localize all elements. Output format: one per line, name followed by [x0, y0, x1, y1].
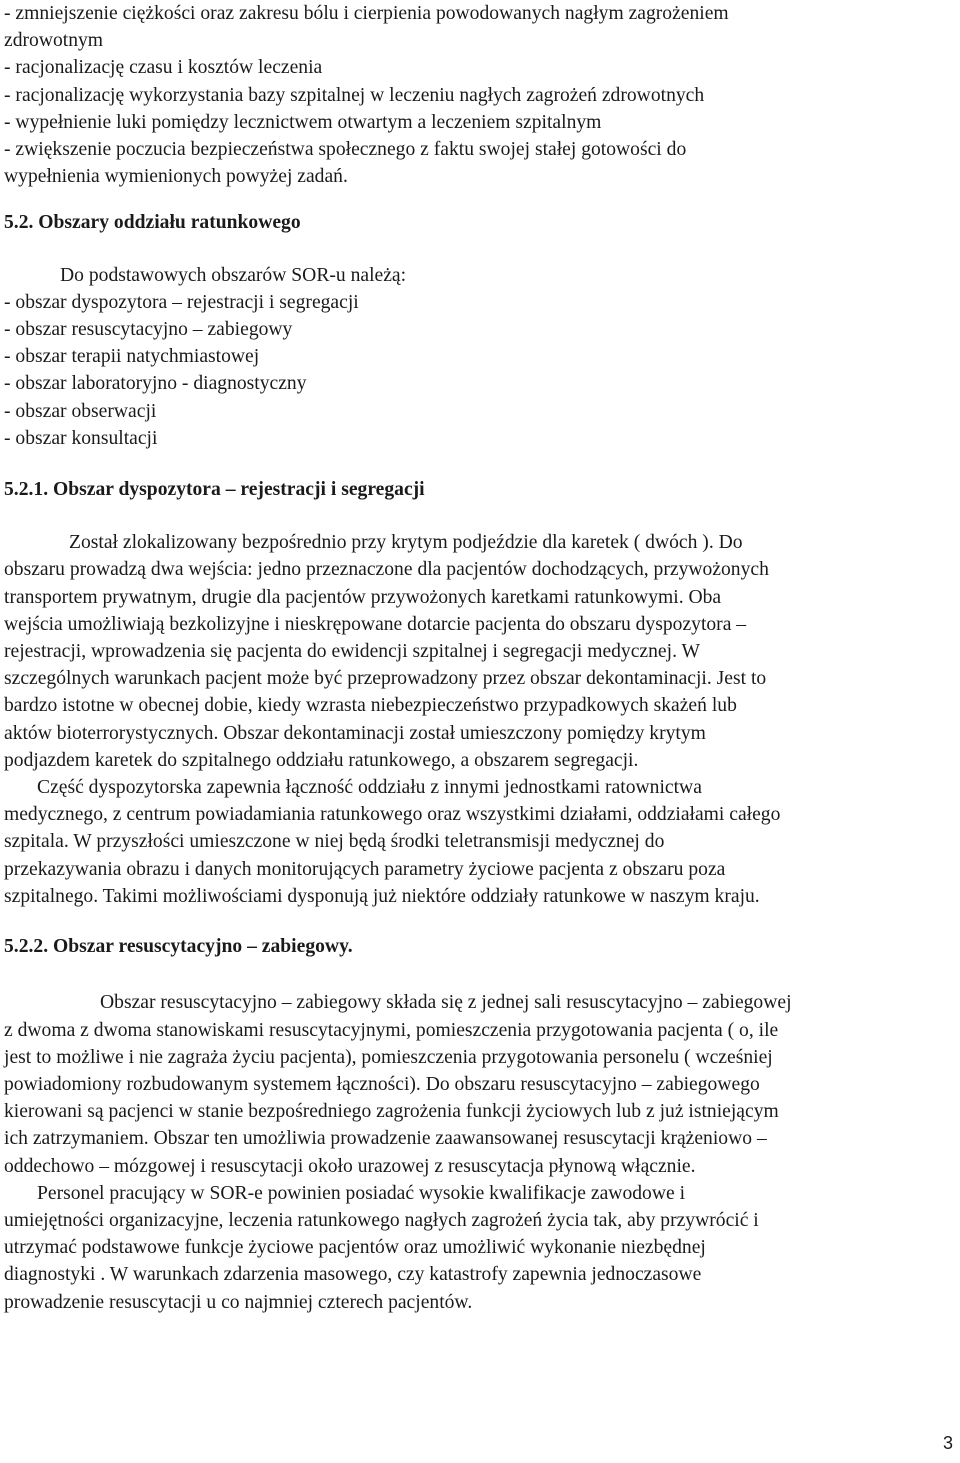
paragraph-line: Część dyspozytorska zapewnia łączność oddziału z innymi jednostkami ratownictwa: [37, 777, 702, 799]
intro-line: - zmniejszenie ciężkości oraz zakresu bólu i cierpienia powodowanych nagłym zagrożeniem: [4, 3, 729, 24]
resuscitation-paragraph-2: [4, 1180, 956, 1316]
intro-line: - wypełnienie luki pomiędzy lecznictwem otwartym a leczeniem szpitalnym: [4, 111, 602, 133]
area-item: - obszar obserwacji: [4, 400, 157, 422]
paragraph-line: obszaru prowadzą dwa wejścia: jedno przeznaczone dla pacjentów dochodzących, przywożonych: [4, 559, 769, 581]
areas-lead: Do podstawowych obszarów SOR-u należą:: [60, 264, 407, 286]
intro-line: wypełnienia wymienionych powyżej zadań.: [4, 166, 348, 188]
paragraph-line: diagnostyki . W warunkach zdarzenia masowego, czy katastrofy zapewnia jednoczasowe: [4, 1264, 702, 1286]
section-heading-5-2-1: 5.2.1. Obszar dyspozytora – rejestracji i segregacji: [4, 479, 425, 501]
paragraph-line: wejścia umożliwiają bezkolizyjne i nieskrępowane dotarcie pacjenta do obszaru dyspozytora –: [4, 613, 747, 635]
page-number: 3: [942, 1433, 953, 1453]
intro-line: - racjonalizację wykorzystania bazy szpitalnej w leczeniu nagłych zagrożeń zdrowotnych: [4, 84, 705, 106]
section-heading-5-2: 5.2. Obszary oddziału ratunkowego: [4, 212, 301, 234]
area-item: - obszar dyspozytora – rejestracji i segregacji: [4, 291, 359, 313]
paragraph-line: z dwoma z dwoma stanowiskami resuscytacyjnymi, pomieszczenia przygotowania pacjenta ( o, ile: [4, 1019, 779, 1041]
intro-list: [4, 0, 956, 190]
paragraph-line: oddechowo – mózgowej i resuscytacji około urazowej z resuscytacja płynową włącznie.: [4, 1155, 696, 1177]
paragraph-line: Obszar resuscytacyjno – zabiegowy składa się z jednej sali resuscytacyjno – zabiegowej: [100, 992, 792, 1014]
paragraph-line: przekazywania obrazu i danych monitorujących parametry życiowe pacjenta z obszaru poza: [4, 858, 726, 880]
paragraph-line: szpitala. W przyszłości umieszczone w niej będą środki teletransmisji medycznej do: [4, 831, 665, 853]
paragraph-line: rejestracji, wprowadzenia się pacjenta do ewidencji szpitalnej i segregacji medycznej. W: [4, 641, 700, 663]
paragraph-line: powiadomiony rozbudowanym systemem łączności). Do obszaru resuscytacyjno – zabiegowego: [4, 1073, 760, 1095]
paragraph-line: transportem prywatnym, drugie dla pacjentów przywożonych karetkami ratunkowymi. Oba: [4, 586, 722, 608]
area-item: - obszar terapii natychmiastowej: [4, 346, 260, 368]
intro-line: - zwiększenie poczucia bezpieczeństwa społecznego z faktu swojej stałej gotowości do: [4, 139, 687, 161]
paragraph-line: kierowani są pacjenci w stanie bezpośredniego zagrożenia funkcji życiowych lub z już istniejącym: [4, 1101, 779, 1123]
intro-line: zdrowotnym: [4, 30, 104, 52]
paragraph-line: medycznego, z centrum powiadamiania ratunkowego oraz wszystkimi działami, oddziałami całego: [4, 804, 781, 826]
paragraph-line: Personel pracujący w SOR-e powinien posiadać wysokie kwalifikacje zawodowe i: [37, 1182, 686, 1204]
paragraph-line: podjazdem karetek do szpitalnego oddziału ratunkowego, a obszarem segregacji.: [4, 749, 639, 771]
area-item: - obszar resuscytacyjno – zabiegowy: [4, 319, 293, 341]
paragraph-line: jest to możliwe i nie zagraża życiu pacjenta), pomieszczenia przygotowania personelu ( wcześniej: [4, 1046, 773, 1068]
dispatcher-paragraph-2: [4, 774, 956, 910]
paragraph-line: Został zlokalizowany bezpośrednio przy krytym podjeździe dla karetek ( dwóch ). Do: [69, 532, 743, 554]
resuscitation-paragraph-1: [4, 989, 956, 1179]
document-page: [4, 0, 956, 1316]
paragraph-line: ich zatrzymaniem. Obszar ten umożliwia prowadzenie zaawansowanej resuscytacji krążeniowo –: [4, 1128, 767, 1150]
area-item: - obszar konsultacji: [4, 427, 158, 449]
paragraph-line: umiejętności organizacyjne, leczenia ratunkowego nagłych zagrożeń życia tak, aby przywrócić i: [4, 1209, 759, 1231]
paragraph-line: bardzo istotne w obecnej dobie, kiedy wzrasta niebezpieczeństwo przypadkowych skażeń lub: [4, 695, 737, 717]
intro-line: - racjonalizację czasu i kosztów leczenia: [4, 57, 323, 79]
paragraph-line: szpitalnego. Takimi możliwościami dysponują już niektóre oddziały ratunkowe w naszym kraju.: [4, 885, 760, 907]
paragraph-line: szczególnych warunkach pacjent może być przeprowadzony przez obszar dekontaminacji. Jest to: [4, 668, 767, 690]
section-heading-5-2-2: 5.2.2. Obszar resuscytacyjno – zabiegowy.: [4, 936, 353, 958]
paragraph-line: utrzymać podstawowe funkcje życiowe pacjentów oraz umożliwić wykonanie niezbędnej: [4, 1237, 706, 1259]
paragraph-line: prowadzenie resuscytacji u co najmniej czterech pacjentów.: [4, 1291, 473, 1313]
areas-list: [4, 262, 956, 452]
dispatcher-paragraph-1: [4, 529, 956, 774]
area-item: - obszar laboratoryjno - diagnostyczny: [4, 373, 307, 395]
paragraph-line: aktów bioterrorystycznych. Obszar dekontaminacji został umieszczony pomiędzy krytym: [4, 722, 706, 744]
